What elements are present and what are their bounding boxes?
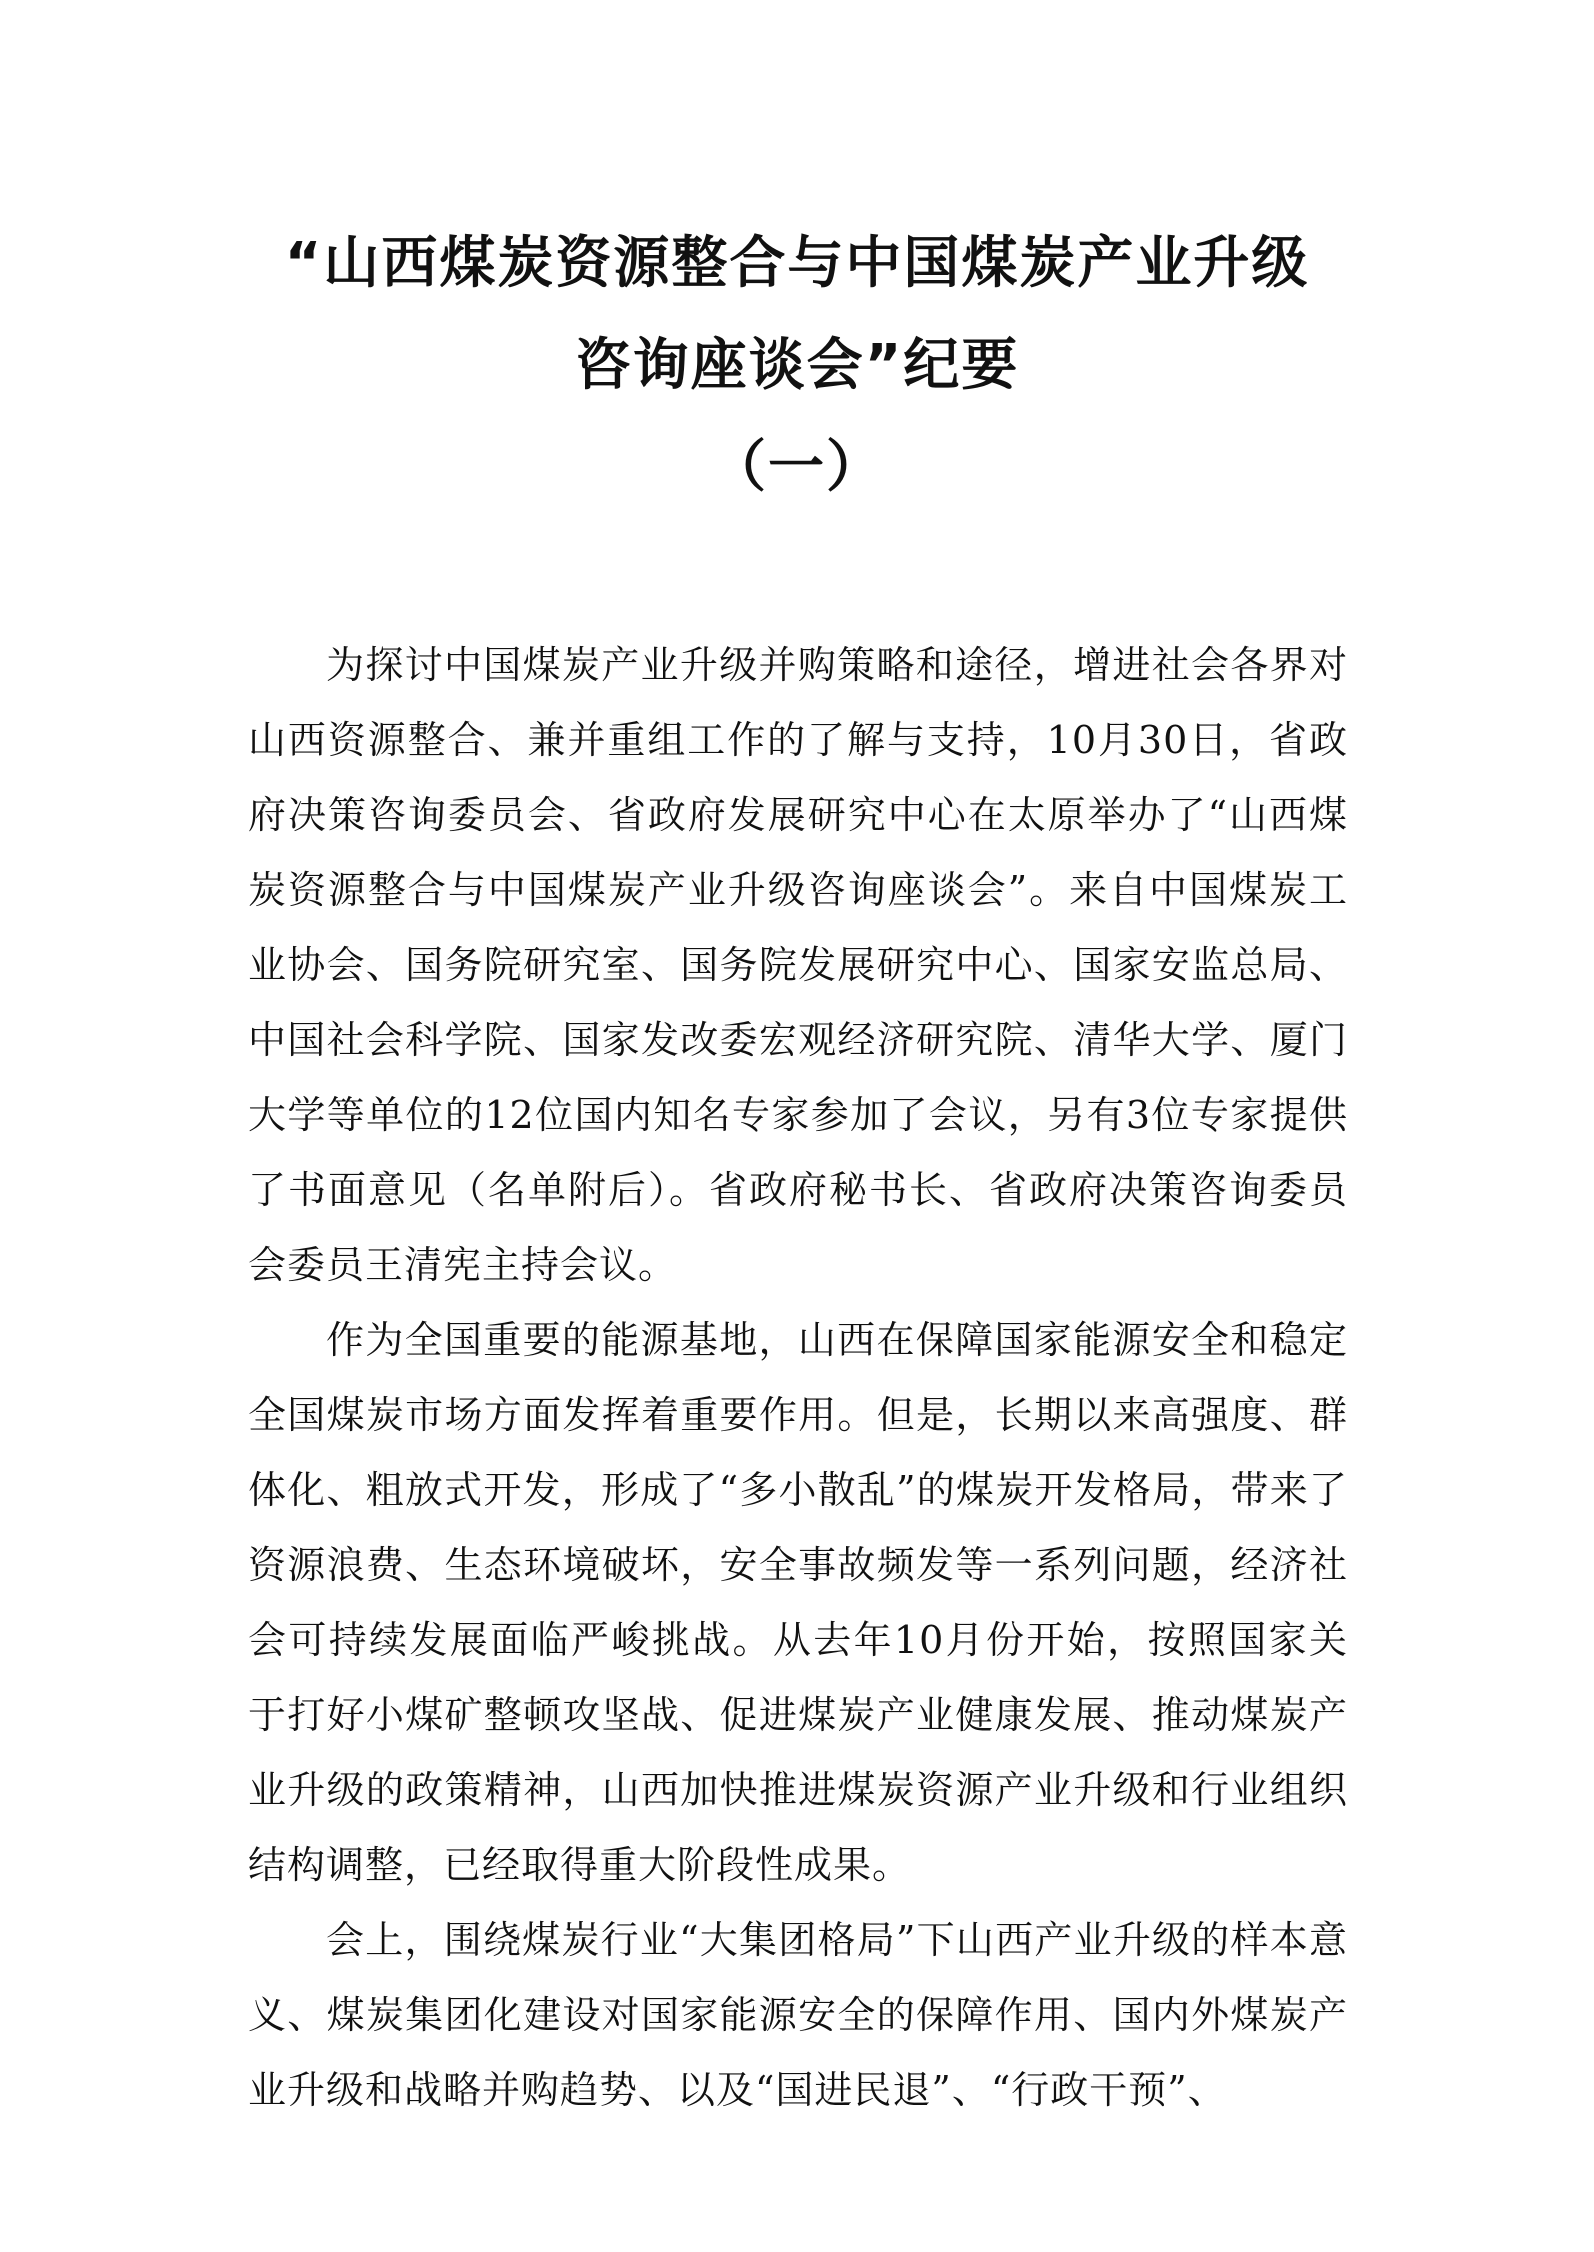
- paragraph-2: 作为全国重要的能源基地，山西在保障国家能源安全和稳定全国煤炭市场方面发挥着重要作用。但是，长期以来高强度、群体化、粗放式开发，形成了“多小散乱”的煤炭开发格局，带来了资源浪费、生态环境破坏，安全事故频发等一系列问题，经济社会可持续发展面临严峻挑战。从去年10月份开始，按照国家关于打好小煤矿整顿攻坚战、促进煤炭产业健康发展、推动煤炭产业升级的政策精神，山西加快推进煤炭资源产业升级和行业组织结构调整，已经取得重大阶段性成果。: [248, 1318, 1348, 1887]
- paragraph-1: 为探讨中国煤炭产业升级并购策略和途径，增进社会各界对山西资源整合、兼并重组工作的了解与支持，10月30日，省政府决策咨询委员会、省政府发展研究中心在太原举办了“山西煤炭资源整合与中国煤炭产业升级咨询座谈会”。来自中国煤炭工业协会、国务院研究室、国务院发展研究中心、国家安监总局、中国社会科学院、国家发改委宏观经济研究院、清华大学、厦门大学等单位的12位国内知名专家参加了会议，另有3位专家提供了书面意见（名单附后）。省政府秘书长、省政府决策咨询委员会委员王清宪主持会议。: [248, 643, 1348, 1287]
- title-part-number: （一）: [710, 435, 884, 500]
- paragraph-3: 会上，围绕煤炭行业“大集团格局”下山西产业升级的样本意义、煤炭集团化建设对国家能源安全的保障作用、国内外煤炭产业升级和战略并购趋势、以及“国进民退”、“行政干预”、: [248, 1918, 1348, 2112]
- document-body: [248, 628, 1348, 2128]
- title-line-2: 咨询座谈会”纪要: [574, 333, 1020, 398]
- title-line-1: “山西煤炭资源整合与中国煤炭产业升级: [284, 231, 1310, 296]
